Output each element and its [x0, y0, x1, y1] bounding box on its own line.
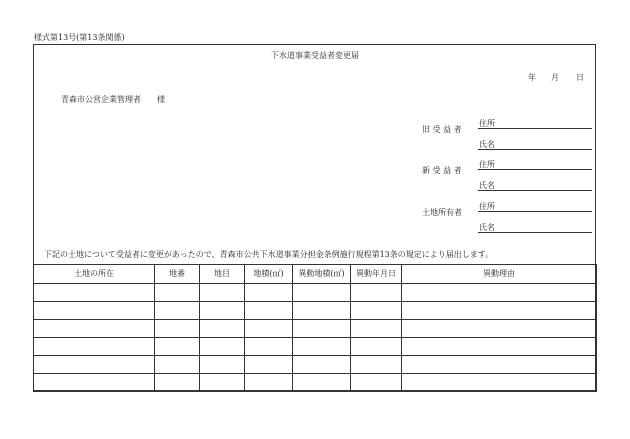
- table-cell[interactable]: [293, 374, 351, 392]
- name-field[interactable]: [478, 232, 592, 233]
- name-label: 氏名: [479, 223, 495, 232]
- address-field[interactable]: [478, 169, 592, 170]
- table-cell[interactable]: [293, 356, 351, 374]
- table-cell[interactable]: [351, 284, 402, 302]
- column-header-land-category: 地目: [200, 265, 245, 284]
- table-row: [34, 356, 597, 374]
- table-cell[interactable]: [155, 320, 200, 338]
- column-header-area: 地積(㎡): [245, 265, 293, 284]
- column-header-change-reason: 異動理由: [402, 265, 597, 284]
- address-field[interactable]: [478, 211, 592, 212]
- column-header-location: 土地の所在: [34, 265, 155, 284]
- table-row: [34, 302, 597, 320]
- table-cell[interactable]: [351, 302, 402, 320]
- table-row: [34, 374, 597, 392]
- address-label: 住所: [479, 202, 495, 211]
- table-cell[interactable]: [245, 356, 293, 374]
- table-cell[interactable]: [245, 374, 293, 392]
- table-cell[interactable]: [245, 338, 293, 356]
- table-row: [34, 284, 597, 302]
- table-cell[interactable]: [155, 284, 200, 302]
- address-label: 住所: [479, 160, 495, 169]
- table-cell[interactable]: [402, 356, 597, 374]
- column-header-changed-area: 異動地積(㎡): [293, 265, 351, 284]
- date-month: 月: [551, 73, 559, 82]
- date-day: 日: [576, 73, 584, 82]
- address-label: 住所: [479, 119, 495, 128]
- table-cell[interactable]: [200, 338, 245, 356]
- name-label: 氏名: [479, 181, 495, 190]
- form-number: 様式第13号(第13条関係): [34, 33, 125, 42]
- table-cell[interactable]: [200, 374, 245, 392]
- table-row: [34, 320, 597, 338]
- table-cell[interactable]: [200, 320, 245, 338]
- table-cell[interactable]: [402, 302, 597, 320]
- column-header-change-date: 異動年月日: [351, 265, 402, 284]
- table-cell[interactable]: [245, 320, 293, 338]
- party-role-former-beneficiary: 旧 受 益 者: [422, 125, 462, 134]
- table-cell[interactable]: [155, 338, 200, 356]
- table-cell[interactable]: [34, 338, 155, 356]
- name-field[interactable]: [478, 190, 592, 191]
- party-role-land-owner: 土地所有者: [422, 208, 462, 217]
- table-cell[interactable]: [34, 302, 155, 320]
- table-row: [34, 338, 597, 356]
- notice-text: 下記の土地について受益者に変更があったので、青森市公共下水道事業分担金条例施行規程第13条の規定により届出します。: [44, 250, 494, 259]
- table-cell[interactable]: [293, 320, 351, 338]
- name-field[interactable]: [478, 149, 592, 150]
- table-cell[interactable]: [200, 356, 245, 374]
- table-cell[interactable]: [245, 302, 293, 320]
- table-cell[interactable]: [293, 302, 351, 320]
- table-cell[interactable]: [34, 320, 155, 338]
- table-cell[interactable]: [402, 284, 597, 302]
- party-role-new-beneficiary: 新 受 益 者: [422, 166, 462, 175]
- table-cell[interactable]: [34, 374, 155, 392]
- table-cell[interactable]: [200, 302, 245, 320]
- table-cell[interactable]: [34, 284, 155, 302]
- table-cell[interactable]: [402, 338, 597, 356]
- table-cell[interactable]: [155, 356, 200, 374]
- table-cell[interactable]: [293, 338, 351, 356]
- addressee: 青森市公営企業管理者 様: [61, 95, 165, 104]
- table-cell[interactable]: [155, 302, 200, 320]
- table-cell[interactable]: [402, 320, 597, 338]
- table-cell[interactable]: [293, 284, 351, 302]
- form-title: 下水道事業受益者変更届: [271, 51, 359, 60]
- date-year: 年: [528, 73, 536, 82]
- table-cell[interactable]: [402, 374, 597, 392]
- table-cell[interactable]: [351, 338, 402, 356]
- table-cell[interactable]: [200, 284, 245, 302]
- table-cell[interactable]: [155, 374, 200, 392]
- table-header-row: [34, 265, 597, 284]
- table-cell[interactable]: [351, 356, 402, 374]
- name-label: 氏名: [479, 140, 495, 149]
- table-cell[interactable]: [351, 374, 402, 392]
- address-field[interactable]: [478, 128, 592, 129]
- table-cell[interactable]: [351, 320, 402, 338]
- land-table: [33, 264, 597, 392]
- column-header-lot-number: 地番: [155, 265, 200, 284]
- table-cell[interactable]: [245, 284, 293, 302]
- table-cell[interactable]: [34, 356, 155, 374]
